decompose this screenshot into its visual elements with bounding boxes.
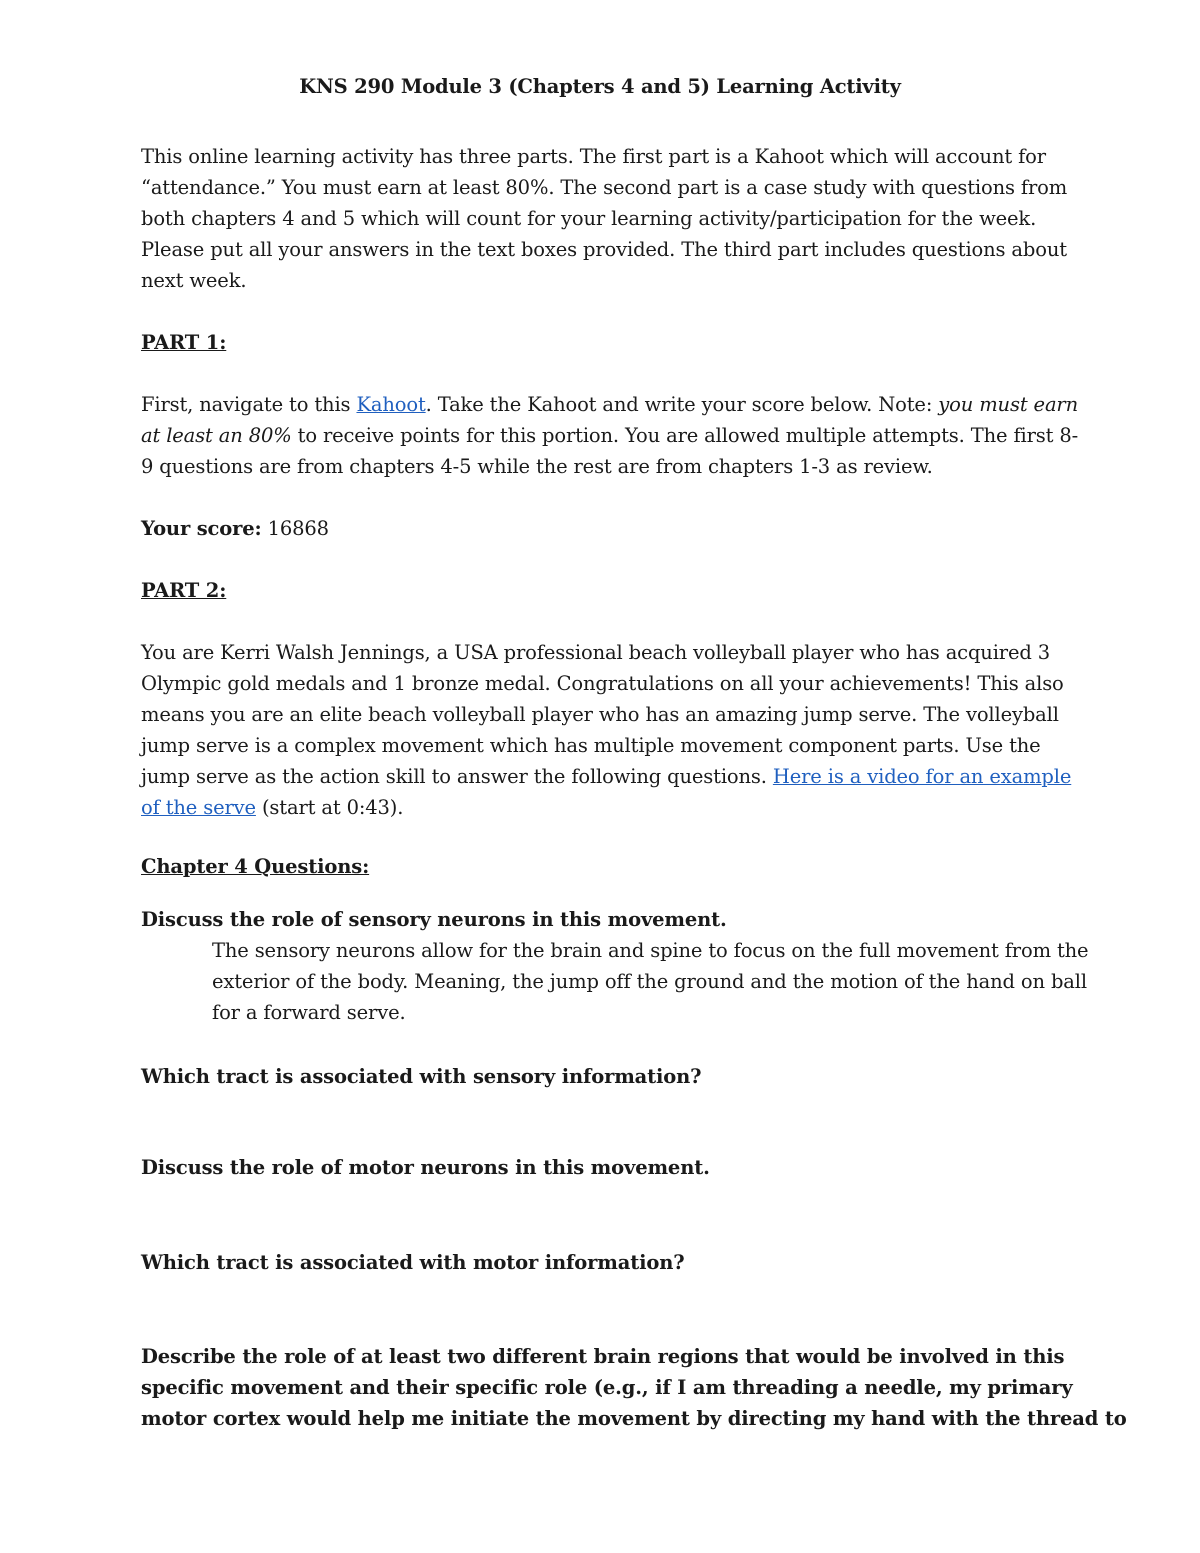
part1-text: to receive points for this portion. You are allowed multiple attempts. The first 8- (291, 424, 1079, 447)
part1-heading: PART 1: (141, 331, 227, 354)
chapter4-heading: Chapter 4 Questions: (141, 855, 370, 878)
score-value[interactable]: 16868 (261, 517, 329, 540)
answer-line-1[interactable]: The sensory neurons allow for the brain and spine to focus on the full movement from the (212, 939, 1089, 962)
video-link-continued[interactable]: of the serve (141, 796, 256, 819)
part2-line-6 (141, 792, 403, 823)
score-label: Your score: (141, 517, 262, 540)
document-title: KNS 290 Module 3 (Chapters 4 and 5) Learning Activity (299, 75, 901, 98)
question-brain-regions-line-3: motor cortex would help me initiate the movement by directing my hand with the thread to (141, 1407, 1127, 1430)
question-motor-tract: Which tract is associated with motor information? (141, 1251, 685, 1274)
part1-line-3: 9 questions are from chapters 4-5 while the rest are from chapters 1-3 as review. (141, 455, 933, 478)
question-sensory-tract: Which tract is associated with sensory information? (141, 1065, 702, 1088)
intro-line-2: “attendance.” You must earn at least 80%. The second part is a case study with questions from (141, 176, 1068, 199)
video-link[interactable]: Here is a video for an example (772, 765, 1072, 788)
intro-line-3: both chapters 4 and 5 which will count for your learning activity/participation for the week. (141, 207, 1037, 230)
part2-heading: PART 2: (141, 579, 227, 602)
part1-italic-text: you must earn (938, 393, 1078, 416)
part2-line-4: jump serve is a complex movement which has multiple movement component parts. Use the (141, 734, 1041, 757)
answer-line-2[interactable]: exterior of the body. Meaning, the jump off the ground and the motion of the hand on ball (212, 970, 1087, 993)
part2-line-5 (141, 761, 1071, 792)
part2-text: (start at 0:43). (255, 796, 404, 819)
part1-line-1 (141, 389, 1078, 420)
intro-line-4: Please put all your answers in the text boxes provided. The third part includes questions about (141, 238, 1067, 261)
part1-line-2 (141, 420, 1078, 451)
part1-text: . Take the Kahoot and write your score below. Note: (425, 393, 939, 416)
intro-line-5: next week. (141, 269, 247, 292)
question-motor-neurons: Discuss the role of motor neurons in this movement. (141, 1156, 710, 1179)
part2-line-1: You are Kerri Walsh Jennings, a USA professional beach volleyball player who has acquired 3 (141, 641, 1050, 664)
question-brain-regions-line-2: specific movement and their specific role (e.g., if I am threading a needle, my primary (141, 1376, 1073, 1399)
answer-line-3[interactable]: for a forward serve. (212, 1001, 406, 1024)
intro-line-1: This online learning activity has three parts. The first part is a Kahoot which will account for (141, 145, 1046, 168)
question-sensory-neurons: Discuss the role of sensory neurons in this movement. (141, 908, 727, 931)
part1-italic-text: at least an 80% (141, 424, 292, 447)
part2-line-3: means you are an elite beach volleyball player who has an amazing jump serve. The volleyball (141, 703, 1059, 726)
score-line (141, 513, 329, 544)
part2-line-2: Olympic gold medals and 1 bronze medal. Congratulations on all your achievements! This also (141, 672, 1064, 695)
part1-text: First, navigate to this (141, 393, 357, 416)
kahoot-link[interactable]: Kahoot (356, 393, 426, 416)
question-brain-regions-line-1: Describe the role of at least two different brain regions that would be involved in this (141, 1345, 1065, 1368)
part2-text: jump serve as the action skill to answer the following questions. (141, 765, 773, 788)
